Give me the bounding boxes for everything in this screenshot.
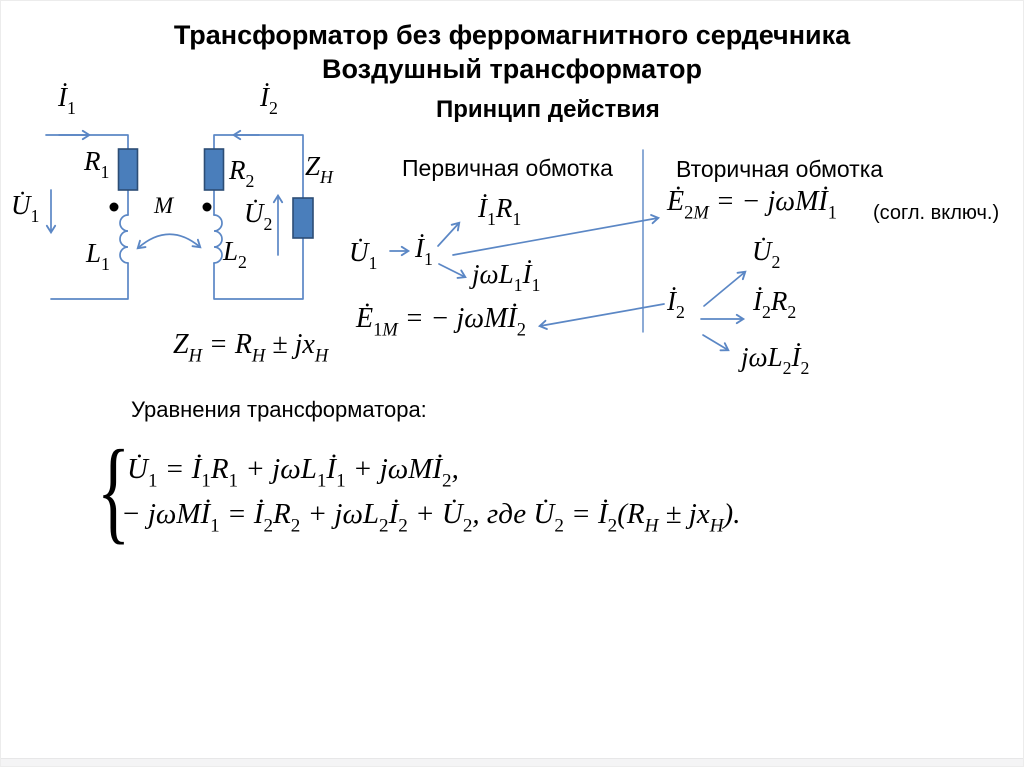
label-r2: $R_2$	[229, 155, 255, 192]
equation-1: $U̇_1$ = $İ_1R_1$ + $j\omega L_1İ_1$ + jωMİ$_2$,	[127, 453, 459, 492]
polarity-dot-secondary	[203, 203, 212, 212]
label-zh: $Z_H$	[305, 151, 333, 188]
principle-i1: $İ_1$	[415, 233, 433, 270]
connection-note: (согл. включ.)	[873, 202, 1000, 224]
resistor-r1	[119, 149, 138, 190]
formula-e2m: $Ė_{2M}$ = − jωMİ$_1$	[667, 186, 837, 223]
arrow-i2-to-e1m	[540, 304, 664, 326]
arrow-i2-to-u2	[704, 272, 745, 306]
arrow-i1-to-e2m	[453, 218, 658, 255]
label-r1: $R_1$	[84, 146, 110, 183]
coil-l1	[120, 215, 128, 263]
section-heading: Принцип действия	[436, 96, 660, 123]
mutual-inductance-arrow	[138, 234, 200, 248]
formula-e1m: $Ė_{1M}$ = − jωMİ$_2$	[356, 303, 526, 340]
title-line-1: Трансформатор без ферромагнитного сердечника	[173, 20, 851, 50]
principle-i1r1: $İ_1R_1$	[478, 193, 522, 230]
principle-i2r2: $İ_2R_2$	[753, 286, 797, 323]
principle-u1: $U̇_1$	[349, 237, 378, 274]
label-u2: $U̇_2$	[244, 198, 273, 235]
load-zh	[293, 198, 313, 238]
coil-l2	[214, 215, 222, 263]
arrow-i1-to-jwl1i1	[439, 264, 465, 277]
polarity-dot-primary	[110, 203, 119, 212]
secondary-winding-label: Вторичная обмотка	[676, 156, 884, 182]
label-i2: $İ_2$	[260, 82, 278, 119]
arrow-i2-to-jwl2i2	[703, 335, 728, 350]
slide-footer-strip	[1, 758, 1023, 767]
title-line-2: Воздушный трансформатор	[322, 54, 702, 84]
label-m: M	[154, 193, 174, 218]
label-i1: $İ_1$	[58, 82, 76, 119]
label-u1: $U̇_1$	[11, 190, 40, 227]
label-l2: $L_2$	[223, 236, 247, 273]
principle-jwl2i2: $j\omega L_2İ_2$	[741, 342, 810, 379]
principle-u2: $U̇_2$	[752, 236, 781, 273]
equation-2: − jωMİ$_1$ = $İ_2R_2$ + $j\omega L_2İ_2$ + $U̇_2$, где $U̇_2$ = $İ_2(R_H \pm jx_H)$.	[121, 498, 741, 537]
resistor-r2	[205, 149, 224, 190]
principle-jwl1i1: $j\omega L_1İ_1$	[472, 259, 541, 296]
arrow-i1-to-i1r1	[438, 223, 459, 246]
equations-label: Уравнения трансформатора:	[131, 397, 427, 422]
label-l1: $L_1$	[86, 238, 110, 275]
system-brace: {	[97, 427, 131, 554]
primary-winding-label: Первичная обмотка	[402, 155, 613, 181]
principle-i2: $İ_2$	[667, 286, 685, 323]
load-formula: $Z_H = R_H \pm jx_H$	[173, 329, 329, 366]
slide-title	[1, 18, 1023, 86]
